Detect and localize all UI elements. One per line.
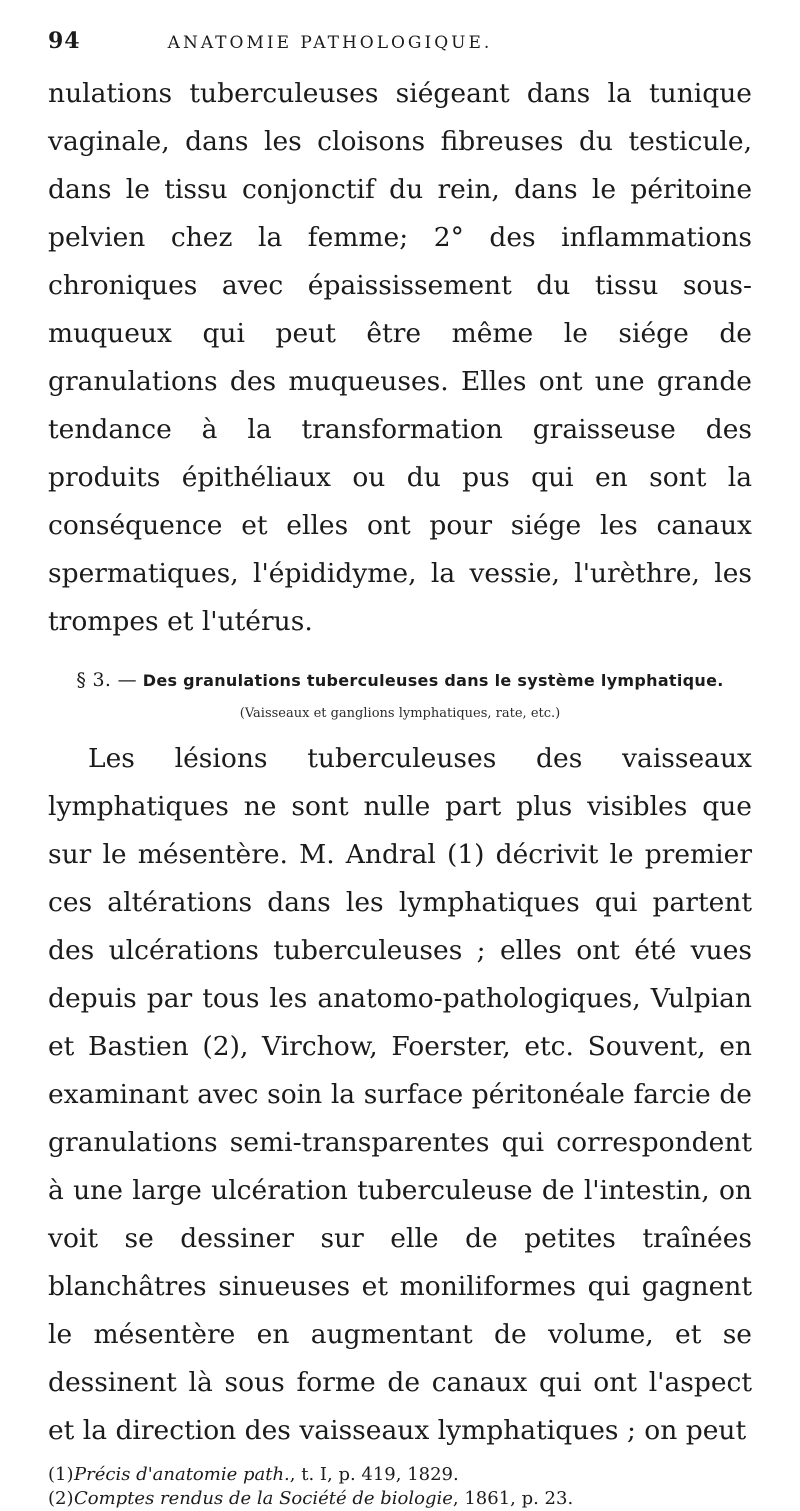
footnote-source-title: Précis d'anatomie path. [74,1464,290,1485]
paragraph-lymphatic: Les lésions tuberculeuses des vaisseaux lymphatiques ne sont nulle part plus visibles que sur le mésentère. M. Andral (1) décrivit le premier ces altérations dans les lymphatiques qui partent des ulcérations tuberculeuses ; elles ont été vues depuis par tous les anatomo-pathologiques, Vulpian et Bastien (2), Virchow, Foerster, etc. Souvent, en examinant avec soin la surface péritonéale farcie de granulations semi-transparentes qui correspondent à une large ulcération tuberculeuse de l'intestin, on voit se dessiner sur elle de petites traînées blanchâtres sinueuses et moniliformes qui gagnent le mésentère en augmentant de volume, et se dessinent là sous forme de canaux qui ont l'aspect et la direction des vaisseaux lymphatiques ; on peut [48,743,752,1446]
footnote-mark: (1) [48,1464,74,1485]
section-heading [48,668,752,725]
footnotes [48,1463,752,1511]
footnote-mark: (2) [48,1488,74,1509]
footnote-source-detail: , t. I, p. 419, 1829. [289,1464,459,1485]
section-title: Des granulations tuberculeuses dans le système lymphatique. [142,671,724,690]
footnote-source-detail: , 1861, p. 23. [452,1488,574,1509]
running-head [48,28,752,68]
section-title-line [48,668,752,693]
section-number: § 3. — [76,669,137,691]
footnote-1 [48,1463,752,1487]
footnote-source-title: Comptes rendus de la Société de biologie [74,1488,453,1509]
footnote-2 [48,1487,752,1511]
running-head-title: ANATOMIE PATHOLOGIQUE. [167,33,493,53]
page-number: 94 [48,28,81,54]
paragraph-continued: nulations tuberculeuses siégeant dans la tunique vaginale, dans les cloisons fibreuses du testicule, dans le tissu conjonctif du rein, dans le péritoine pelvien chez la femme; 2° des inflammations chroniques avec épaississement du tissu sous-muqueux qui peut être même le siége de granulations des muqueuses. Elles ont une grande tendance à la transformation graisseuse des produits épithéliaux ou du pus qui en sont la conséquence et elles ont pour siége les canaux spermatiques, l'épididyme, la vessie, l'urèthre, les trompes et l'utérus. [48,78,752,637]
section-subtitle: (Vaisseaux et ganglions lymphatiques, rate, etc.) [239,706,561,721]
